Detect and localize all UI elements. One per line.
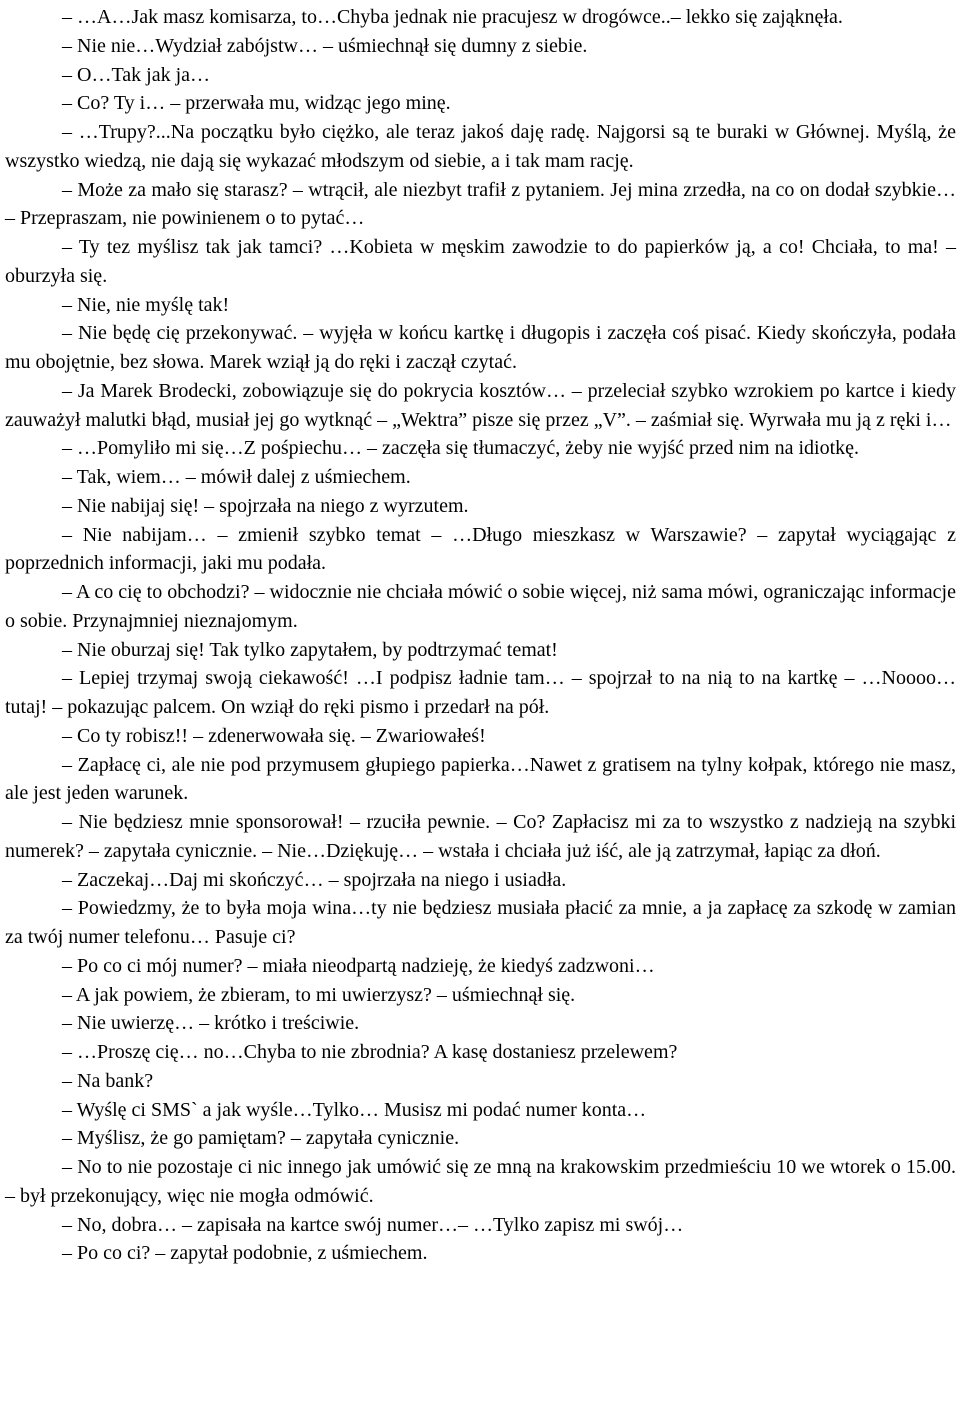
paragraph: – No to nie pozostaje ci nic innego jak umówić się ze mną na krakowskim przedmieściu 10 we wtorek o 15.00. – był przekonujący, więc nie mogła odmówić.: [5, 1156, 956, 1207]
paragraph: – Po co ci mój numer? – miała nieodpartą nadzieję, że kiedyś zadzwoni…: [62, 954, 655, 977]
paragraph: – Tak, wiem… – mówił dalej z uśmiechem.: [62, 466, 411, 488]
paragraph: – Co ty robisz!! – zdenerwowała się. – Zwariowałeś!: [62, 724, 486, 747]
paragraph: – Nie oburzaj się! Tak tylko zapytałem, by podtrzymać temat!: [62, 638, 558, 661]
paragraph: – Może za mało się starasz? – wtrącił, ale niezbyt trafił z pytaniem. Jej mina zrzedła, na co on dodał szybkie… – Przepraszam, nie powinienem o to pytać…: [5, 178, 956, 230]
paragraph: – Ja Marek Brodecki, zobowiązuje się do pokrycia kosztów… – przeleciał szybko wzrokiem po kartce i kiedy zauważył malutki błąd, musiał jej go wytknąć – „Wektra” pisze się przez „V”. – zaśmiał się. Wyrwała mu ją z ręki i…: [5, 379, 956, 431]
paragraph: – Lepiej trzymaj swoją ciekawość! …I podpisz ładnie tam… – spojrzał to na nią to na kartkę – …Noooo…tutaj! – pokazując palcem. On wziął do ręki pismo i przedarł na pół.: [5, 667, 956, 718]
paragraph: – …Trupy?...Na początku było ciężko, ale teraz jakoś daję radę. Najgorsi są te buraki w Głównej. Myślą, że wszystko wiedzą, nie dają się wykazać młodszym od siebie, a i tak mam rację.: [5, 121, 956, 172]
paragraph: – Zapłacę ci, ale nie pod przymusem głupiego papierka…Nawet z gratisem na tylny kołpak, którego nie masz, ale jest jeden warunek.: [5, 753, 956, 805]
paragraph: – No, dobra… – zapisała na kartce swój numer…– …Tylko zapisz mi swój…: [62, 1213, 684, 1236]
paragraph: – Co? Ty i… – przerwała mu, widząc jego minę.: [62, 92, 451, 115]
paragraph: – Po co ci? – zapytał podobnie, z uśmiechem.: [62, 1242, 428, 1265]
paragraph: – Nie uwierzę… – krótko i treściwie.: [62, 1012, 360, 1035]
paragraph: – Wyślę ci SMS` a jak wyśle…Tylko… Musisz mi podać numer konta…: [62, 1098, 647, 1121]
paragraph: – …Pomyliło mi się…Z pośpiechu… – zaczęła się tłumaczyć, żeby nie wyjść przed nim na idiotkę.: [62, 437, 860, 460]
paragraph: – …Proszę cię… no…Chyba to nie zbrodnia? A kasę dostaniesz przelewem?: [62, 1041, 678, 1063]
paragraph: – O…Tak jak ja…: [62, 63, 211, 86]
paragraph: – Nie nabijam… – zmienił szybko temat – …Długo mieszkasz w Warszawie? – zapytał wyciągając z poprzednich informacji, jaki mu podała.: [5, 523, 956, 575]
paragraph: – Zaczekaj…Daj mi skończyć… – spojrzała na niego i usiadła.: [62, 868, 567, 891]
paragraph: – Powiedzmy, że to była moja wina…ty nie będziesz musiała płacić za mnie, a ja zapłacę za szkodę w zamian za twój numer telefonu… Pasuje ci?: [5, 897, 956, 948]
paragraph: – Na bank?: [62, 1069, 154, 1092]
paragraph: – Nie będziesz mnie sponsorował! – rzuciła pewnie. – Co? Zapłacisz mi za to wszystko z nadzieją na szybki numerek? – zapytała cynicznie. – Nie…Dziękuję… – wstała i chciała już iść, ale ją zatrzymał, łapiąc za dłoń.: [5, 811, 956, 862]
paragraph: – Nie, nie myślę tak!: [62, 293, 230, 316]
paragraph: – A co cię to obchodzi? – widocznie nie chciała mówić o sobie więcej, niż sama mówi, ograniczając informacje o sobie. Przynajmniej nieznajomym.: [5, 581, 956, 632]
paragraph: – Nie będę cię przekonywać. – wyjęła w końcu kartkę i długopis i zaczęła coś pisać. Kiedy skończyła, podała mu obojętnie, bez słowa. Marek wziął ją do ręki i zaczął czytać.: [5, 322, 956, 373]
paragraph: – A jak powiem, że zbieram, to mi uwierzysz? – uśmiechnął się.: [62, 983, 576, 1006]
paragraph: – Ty tez myślisz tak jak tamci? …Kobieta w męskim zawodzie to do papierków ją, a co! Chciała, to ma! – oburzyła się.: [5, 236, 956, 287]
paragraph: – Nie nabijaj się! – spojrzała na niego z wyrzutem.: [62, 494, 469, 517]
paragraph: – …A…Jak masz komisarza, to…Chyba jednak nie pracujesz w drogówce..– lekko się zająknęła.: [62, 6, 843, 28]
paragraph: – Nie nie…Wydział zabójstw… – uśmiechnął się dumny z siebie.: [62, 34, 588, 57]
paragraph: – Myślisz, że go pamiętam? – zapytała cynicznie.: [62, 1127, 460, 1150]
